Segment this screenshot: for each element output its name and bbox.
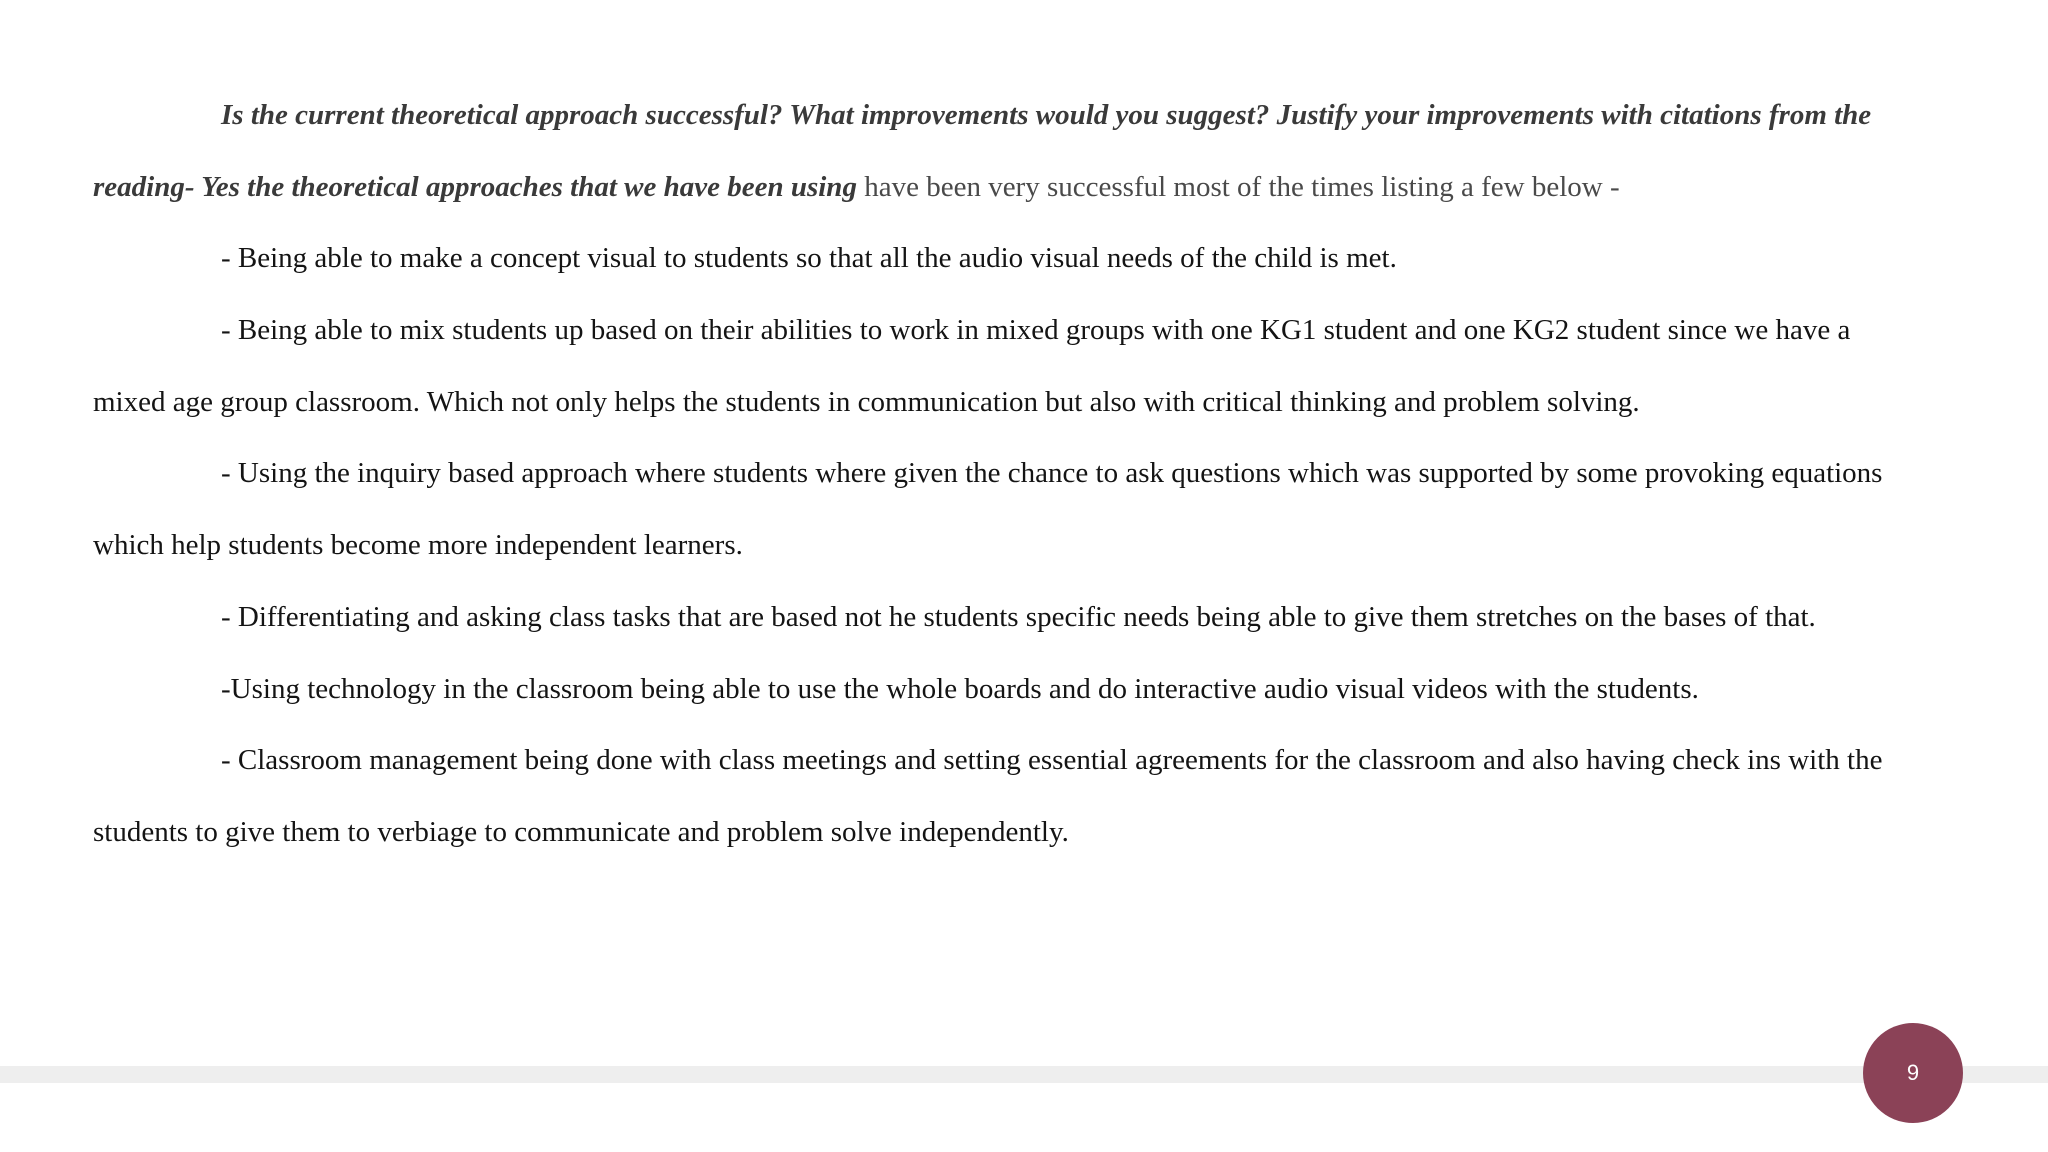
point-text: - Being able to make a concept visual to students so that all the audio visual needs of the child is met. — [221, 242, 1397, 275]
point-text: - Being able to mix students up based on their abilities to work in mixed groups with one KG1 student and one KG2 student since we have a — [221, 314, 1851, 347]
point-text: - Differentiating and asking class tasks that are based not he students specific needs being able to give them stretches on the bases of that. — [221, 600, 1816, 633]
point-4-line-1 — [93, 587, 1953, 659]
question-line-1 — [93, 85, 1953, 157]
page-number: 9 — [1906, 1060, 1920, 1085]
footer-band — [0, 1066, 2048, 1083]
point-6-line-1 — [93, 730, 1953, 802]
point-6-line-2 — [93, 802, 1953, 874]
question-answer-lead: reading- Yes the theoretical approaches that we have been using — [93, 170, 857, 203]
point-2-line-1 — [93, 300, 1953, 372]
point-text: - Using the inquiry based approach where students where given the chance to ask questions which was supported by some provoking equations — [221, 457, 1883, 490]
question-line-2 — [93, 157, 1953, 229]
point-text: - Classroom management being done with class meetings and setting essential agreements for the classroom and also having check ins with the — [221, 744, 1883, 777]
question-text: Is the current theoretical approach successful? What improvements would you suggest? Justify your improvements with citations from the — [221, 99, 1872, 131]
point-5-line-1 — [93, 659, 1953, 731]
point-text-continued: which help students become more independent learners. — [93, 529, 743, 562]
page-number-badge — [1863, 1023, 1963, 1123]
intro-text: have been very successful most of the times listing a few below - — [856, 170, 1620, 203]
point-3-line-1 — [93, 443, 1953, 515]
point-2-line-2 — [93, 372, 1953, 444]
point-1-line-1 — [93, 228, 1953, 300]
point-3-line-2 — [93, 515, 1953, 587]
point-text-continued: mixed age group classroom. Which not only helps the students in communication but also with critical thinking and problem solving. — [93, 385, 1640, 418]
point-text: -Using technology in the classroom being able to use the whole boards and do interactive audio visual videos with the students. — [221, 672, 1699, 705]
point-text-continued: students to give them to verbiage to communicate and problem solve independently. — [93, 815, 1069, 848]
slide-body — [93, 85, 1953, 874]
